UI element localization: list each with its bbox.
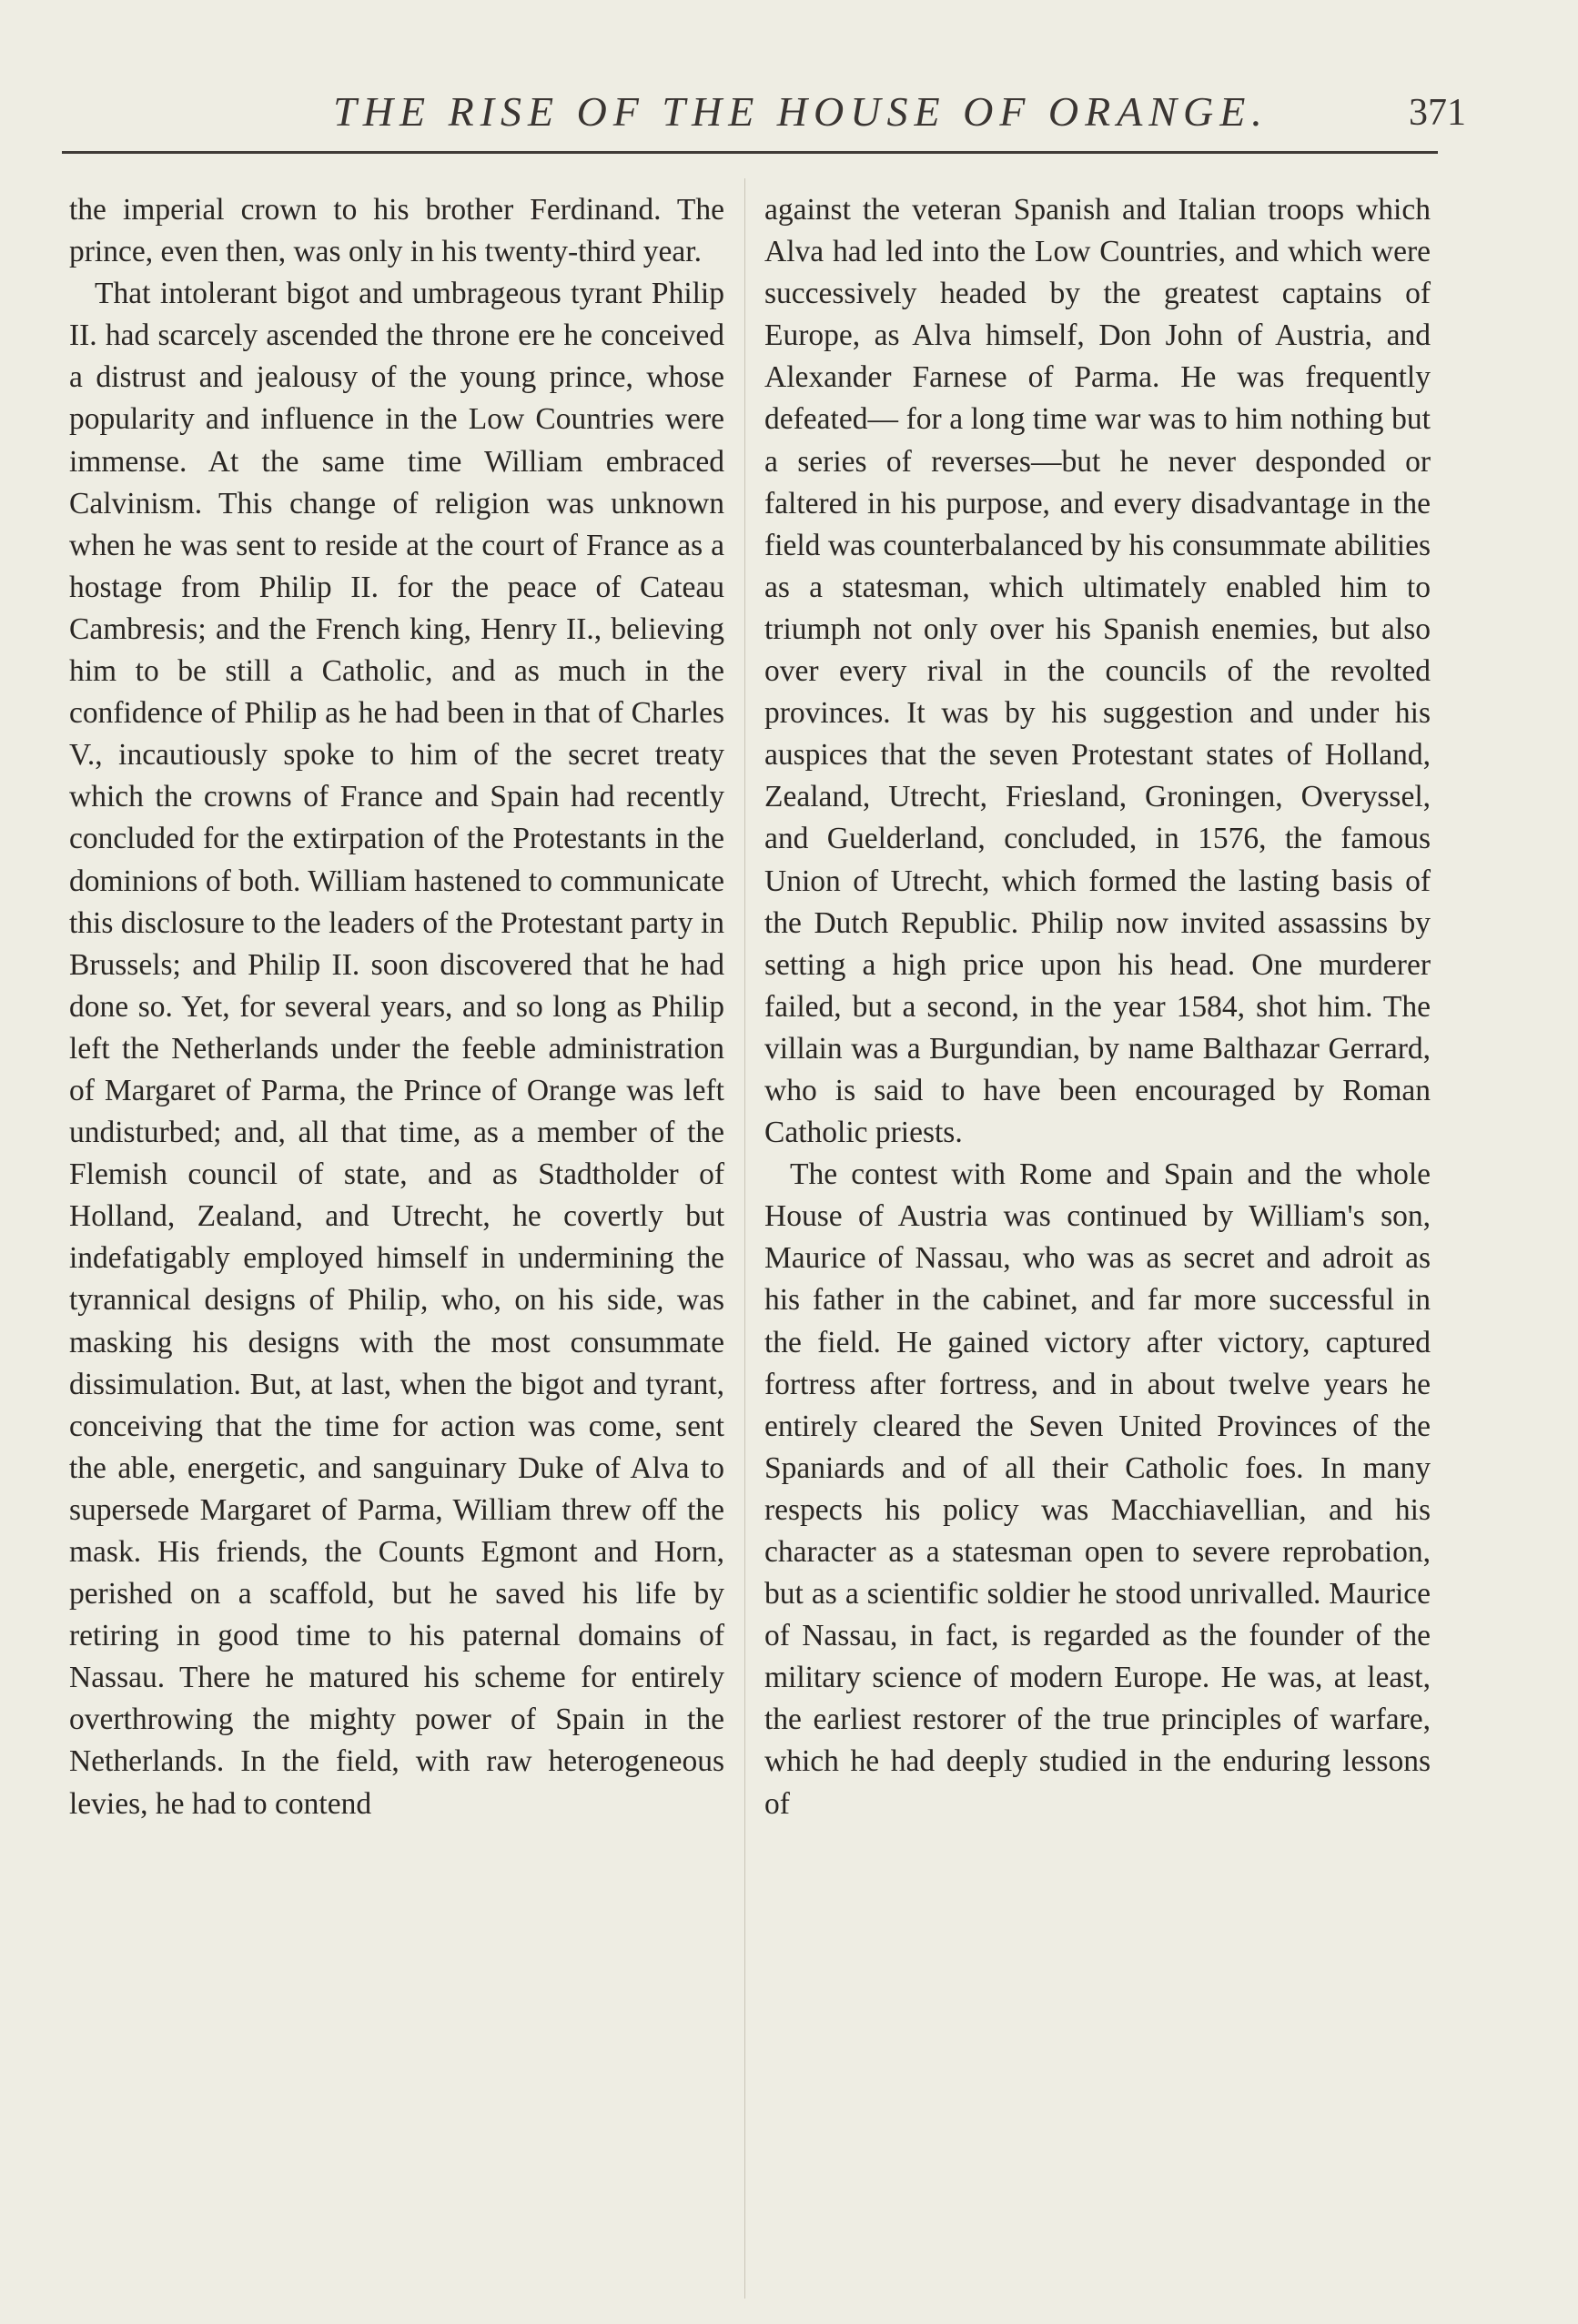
right-column [764,189,1431,1825]
left-column [69,189,724,1825]
header-rule [62,151,1438,154]
left-paragraph-1: the imperial crown to his brother Ferdinand. The prince, even then, was only in his twenty-third year. [69,193,724,269]
page-number: 371 [1409,92,1466,134]
right-paragraph-2: The contest with Rome and Spain and the whole House of Austria was continued by William's son, Maurice of Nassau, who was as secret and adroit as his father in the cabinet, and far more successful in the field. He gained victory after victory, captured fortress after fortress, and in about twelve years he entirely cleared the Seven United Provinces of the Spaniards and of all their Catholic foes. In many respects his policy was Macchiavellian, and his character as a statesman open to severe reprobation, but as a scientific soldier he stood unrivalled. Maurice of Nassau, in fact, is regarded as the founder of the military science of modern Europe. He was, at least, the earliest restorer of the true principles of warfare, which he had deeply studied in the enduring lessons of [764,1157,1431,1821]
left-paragraph-2: That intolerant bigot and umbrageous tyrant Philip II. had scarcely ascended the throne ere he conceived a distrust and jealousy of the young prince, whose popularity and influence in the Low Countries were immense. At the same time William embraced Calvinism. This change of religion was unknown when he was sent to reside at the court of France as a hostage from Philip II. for the peace of Cateau Cambresis; and the French king, Henry II., believing him to be still a Catholic, and as much in the confidence of Philip as he had been in that of Charles V., incautiously spoke to him of the secret treaty which the crowns of France and Spain had recently concluded for the extirpation of the Protestants in the dominions of both. William hastened to communicate this disclosure to the leaders of the Protestant party in Brussels; and Philip II. soon discovered that he had done so. Yet, for several years, and so long as Philip left the Netherlands under the feeble administration of Margaret of Parma, the Prince of Orange was left undisturbed; and, all that time, as a member of the Flemish council of state, and as Stadtholder of Holland, Zealand, and Utrecht, he covertly but indefatigably employed himself in undermining the tyrannical designs of Philip, who, on his side, was masking his designs with the most consummate dissimulation. But, at last, when the bigot and tyrant, conceiving that the time for action was come, sent the able, energetic, and sanguinary Duke of Alva to supersede Margaret of Parma, William threw off the mask. His friends, the Counts Egmont and Horn, perished on a scaffold, but he saved his life by retiring in good time to his paternal domains of Nassau. There he matured his scheme for entirely overthrowing the mighty power of Spain in the Netherlands. In the field, with raw heterogeneous levies, he had to contend [69,277,724,1821]
running-head [64,87,1466,151]
column-divider [744,178,745,2299]
running-title: THE RISE OF THE HOUSE OF ORANGE. [333,88,1269,135]
right-paragraph-1: against the veteran Spanish and Italian troops which Alva had led into the Low Countries, and which were successively headed by the greatest captains of Europe, as Alva himself, Don John of Austria, and Alexander Farnese of Parma. He was frequently defeated— for a long time war was to him nothing but a series of reverses—but he never desponded or faltered in his purpose, and every disadvantage in the field was counterbalanced by his consummate abilities as a statesman, which ultimately enabled him to triumph not only over his Spanish enemies, but also over every rival in the councils of the revolted provinces. It was by his suggestion and under his auspices that the seven Protestant states of Holland, Zealand, Utrecht, Friesland, Groningen, Overyssel, and Guelderland, concluded, in 1576, the famous Union of Utrecht, which formed the lasting basis of the Dutch Republic. Philip now invited assassins by setting a high price upon his head. One murderer failed, but a second, in the year 1584, shot him. The villain was a Burgundian, by name Balthazar Gerrard, who is said to have been encouraged by Roman Catholic priests. [764,193,1431,1150]
